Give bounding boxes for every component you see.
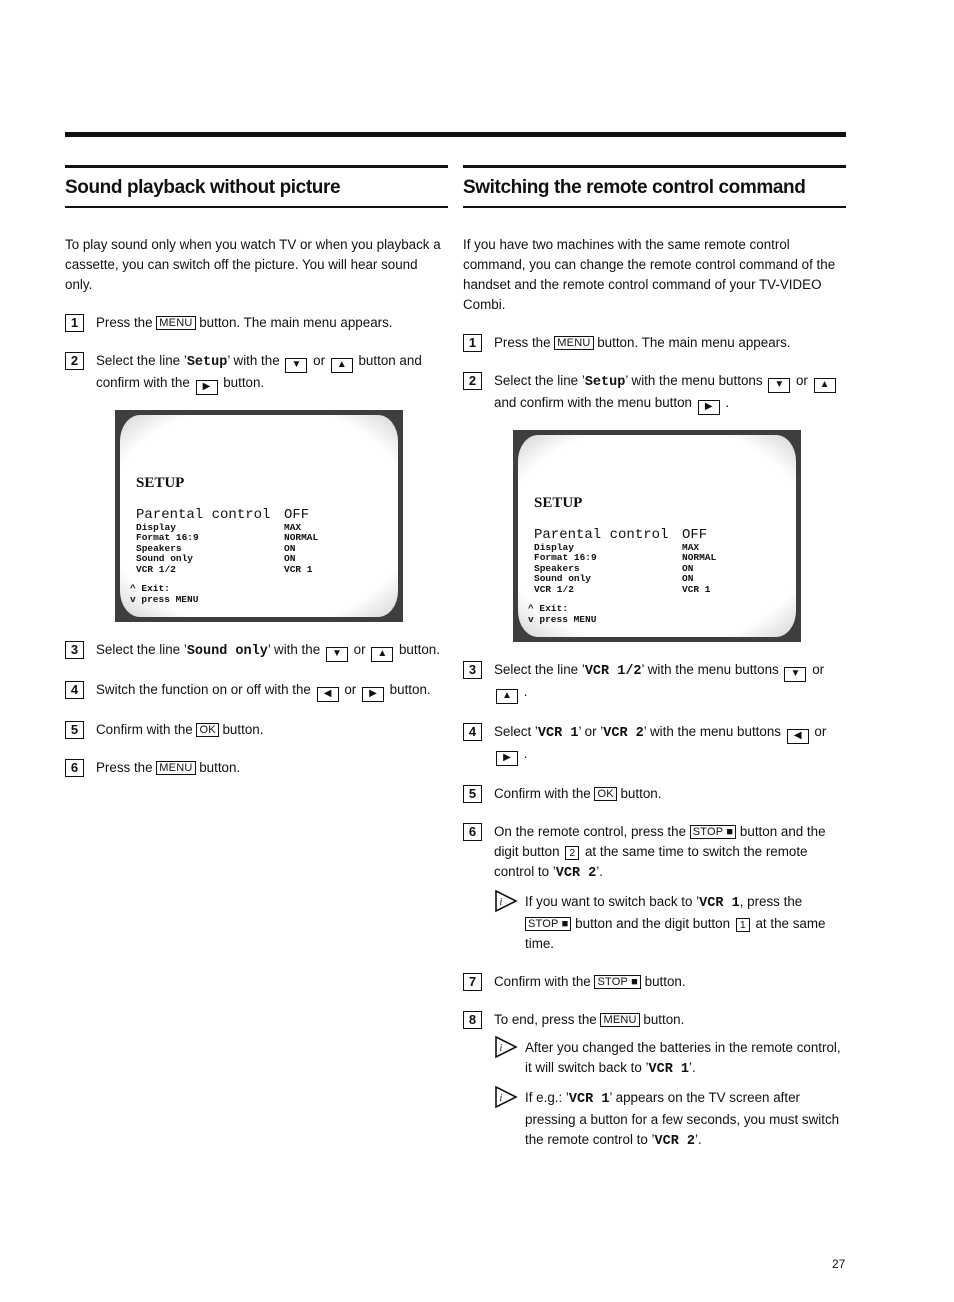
menu-key: MENU <box>156 761 195 775</box>
code-text: Sound only <box>186 644 268 659</box>
step-6: 6 On the remote control, press the STOP ■ button and the digit button 2 at the same time to switch the remote control to ’VCR 2’. i If you want to switch back to ’VCR 1, press the STOP ■ button and the digit button 1 at the same time. <box>463 822 846 954</box>
tv-menu-row: VCR 1/2 VCR 1 <box>136 563 313 575</box>
step-4: 4 Select ’VCR 1’ or ’VCR 2’ with the menu buttons ◀ or ▶ . <box>463 722 846 766</box>
tv-menu-title: SETUP <box>136 475 185 491</box>
code-text: VCR 2 <box>654 1134 696 1149</box>
tv-menu-row: Speakers ON <box>534 562 694 574</box>
step-2: 2 Select the line ’Setup’ with the menu buttons ▼ or ▲ and confirm with the menu button ▶ . <box>463 371 846 415</box>
down-arrow-icon: ▼ <box>784 667 806 682</box>
info-note-icon <box>494 1036 518 1060</box>
right-arrow-icon: ▶ <box>362 687 384 702</box>
stop-key: STOP ■ <box>594 975 640 989</box>
code-text: VCR 2 <box>555 866 597 881</box>
code-text: Setup <box>186 355 228 370</box>
up-arrow-icon: ▲ <box>496 689 518 704</box>
step-number: 3 <box>65 641 84 659</box>
svg-text:i: i <box>499 897 503 908</box>
menu-key: MENU <box>554 336 593 350</box>
menu-key: MENU <box>156 316 195 330</box>
step-1: 1 Press the MENU button. The main menu appears. <box>65 313 448 333</box>
step-3: 3 Select the line ’VCR 1/2’ with the menu buttons ▼ or ▲ . <box>463 660 846 704</box>
stop-key: STOP ■ <box>690 825 736 839</box>
step-number: 7 <box>463 973 482 991</box>
code-text: VCR 1 <box>699 896 740 911</box>
info-note: i After you changed the batteries in the remote control, it will switch back to ’VCR 1’. <box>494 1038 846 1080</box>
step-6: 6 Press the MENU button. <box>65 758 448 778</box>
step-number: 4 <box>65 681 84 699</box>
step-number: 2 <box>65 352 84 370</box>
info-note-icon <box>494 890 518 914</box>
step-number: 1 <box>65 314 84 332</box>
step-8: 8 To end, press the MENU button. i After you changed the batteries in the remote control, it will switch back to ’VCR 1’. i If e.g.: ’VCR 1’ appears on the TV screen after pressing a button for a few seconds, you must switch the remote control to ’VCR 2’. <box>463 1010 846 1152</box>
down-arrow-icon: ▼ <box>285 358 307 373</box>
tv-menu-footer: ^ Exit: v press MENU <box>528 603 597 625</box>
code-text: VCR 1 <box>537 726 579 741</box>
tv-menu-row: VCR 1/2 VCR 1 <box>534 583 711 595</box>
step-number: 6 <box>463 823 482 841</box>
step-1: 1 Press the MENU button. The main menu appears. <box>463 333 846 353</box>
right-column <box>463 165 846 1152</box>
step-number: 1 <box>463 334 482 352</box>
right-arrow-icon: ▶ <box>196 380 218 395</box>
stop-key: STOP ■ <box>525 917 571 931</box>
tv-screen-image <box>513 430 801 642</box>
code-text: VCR 1 <box>648 1062 690 1077</box>
step-number: 8 <box>463 1011 482 1029</box>
right-arrow-icon: ▶ <box>698 400 720 415</box>
ok-key: OK <box>594 787 616 801</box>
tv-menu-row: Sound only ON <box>136 553 296 565</box>
up-arrow-icon: ▲ <box>814 378 836 393</box>
right-arrow-icon: ▶ <box>496 751 518 766</box>
down-arrow-icon: ▼ <box>768 378 790 393</box>
up-arrow-icon: ▲ <box>331 358 353 373</box>
step-number: 3 <box>463 661 482 679</box>
step-5: 5 Confirm with the OK button. <box>65 720 448 740</box>
ok-key: OK <box>196 723 218 737</box>
code-text: VCR 1 <box>568 1092 610 1107</box>
left-arrow-icon: ◀ <box>787 729 809 744</box>
tv-menu-row: Sound only ON <box>534 573 694 585</box>
digit-key: 2 <box>565 846 579 860</box>
info-note-icon <box>494 1086 518 1110</box>
page-number: 27 <box>832 1257 846 1271</box>
step-2: 2 Select the line ’Setup’ with the ▼ or ▲ button and confirm with the ▶ button. <box>65 351 448 395</box>
left-column <box>65 165 448 778</box>
svg-text:i: i <box>499 1043 503 1054</box>
top-rule <box>65 132 846 137</box>
step-4: 4 Switch the function on or off with the ◀ or ▶ button. <box>65 680 448 702</box>
info-note: i If e.g.: ’VCR 1’ appears on the TV screen after pressing a button for a few seconds, you must switch the remote control to ’VCR 2’. <box>494 1088 846 1152</box>
down-arrow-icon: ▼ <box>326 647 348 662</box>
code-text: VCR 2 <box>603 726 644 741</box>
tv-menu-header: Parental control OFF <box>136 507 310 523</box>
digit-key: 1 <box>736 918 750 932</box>
intro-text: To play sound only when you watch TV or when you playback a cassette, you can switch off the picture. You will hear sound only. <box>65 237 441 292</box>
left-arrow-icon: ◀ <box>317 687 339 702</box>
step-number: 4 <box>463 723 482 741</box>
tv-menu-row: Speakers ON <box>136 542 296 554</box>
step-number: 5 <box>463 785 482 803</box>
menu-key: MENU <box>600 1013 639 1027</box>
tv-screen-image <box>115 410 403 622</box>
up-arrow-icon: ▲ <box>371 647 393 662</box>
intro-text: If you have two machines with the same remote control command, you can change the remote control command of the handset and the remote control command of your TV-VIDEO Combi. <box>463 237 836 312</box>
code-text: VCR 1/2 <box>584 664 642 679</box>
tv-menu-row: Format 16:9 NORMAL <box>136 532 319 544</box>
tv-menu-header: Parental control OFF <box>534 527 708 543</box>
tv-menu-title: SETUP <box>534 495 583 511</box>
tv-menu-row: Format 16:9 NORMAL <box>534 552 717 564</box>
step-number: 5 <box>65 721 84 739</box>
step-3: 3 Select the line ’Sound only’ with the ▼ or ▲ button. <box>65 640 448 662</box>
step-7: 7 Confirm with the STOP ■ button. <box>463 972 846 992</box>
step-number: 6 <box>65 759 84 777</box>
tv-menu-footer: ^ Exit: v press MENU <box>130 583 199 605</box>
code-text: Setup <box>584 375 626 390</box>
section-title: Sound playback without picture <box>65 165 448 208</box>
info-note: i If you want to switch back to ’VCR 1, press the STOP ■ button and the digit button 1 at the same time. <box>494 892 846 954</box>
svg-text:i: i <box>499 1093 503 1104</box>
section-title: Switching the remote control command <box>463 165 846 208</box>
tv-menu-row: Display MAX <box>534 542 700 553</box>
step-number: 2 <box>463 372 482 390</box>
tv-menu-row: Display MAX <box>136 522 302 533</box>
step-5: 5 Confirm with the OK button. <box>463 784 846 804</box>
